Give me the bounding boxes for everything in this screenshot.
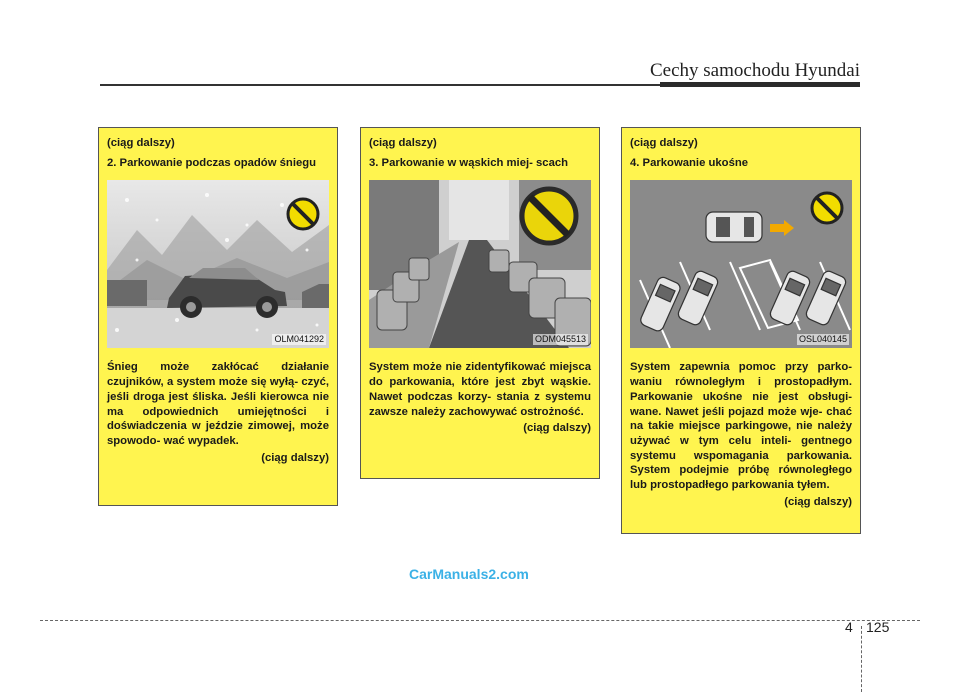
footer-divider: [861, 626, 862, 692]
info-box-diagonal: [621, 127, 861, 534]
image-code: OSL040145: [798, 334, 847, 345]
continued-bottom-label: (ciąg dalszy): [784, 495, 852, 508]
watermark-link[interactable]: CarManuals2.com: [409, 566, 529, 582]
prohibition-icon: [288, 199, 318, 229]
continued-top-label: (ciąg dalszy): [107, 137, 175, 149]
info-box-narrow: [360, 127, 600, 479]
continued-top-label: (ciąg dalszy): [630, 137, 698, 149]
body-text: System zapewnia pomoc przy parko- waniu równoległym i prostopadłym. Parkowanie ukośne nie jest obsługi- wane. Nawet jeśli pojazd może wje- chać na takie miejsce parkingowe, nie należy używać w tym celu inteli- gentnego systemu wspomagania parkowania. System podejmie próbę równoległego lub prostopadłego parkowania tyłem.: [630, 361, 852, 492]
body-text: Śnieg może zakłócać działanie czujników, a system może się wyłą- czyć, jeśli droga jest śliska. Jeśli kierowca nie ma odpowiednich umiejętności i doświadczenia w jeździe zimowej, może spowodo- wać wypadek.: [107, 361, 329, 447]
illustration-narrow-parking: [369, 180, 591, 348]
prohibition-icon: [522, 189, 576, 243]
header-rule-accent: [660, 82, 860, 87]
section-heading: 3. Parkowanie w wąskich miej- scach: [369, 156, 569, 169]
chapter-number: 4: [845, 619, 853, 635]
page-header-title: Cechy samochodu Hyundai: [649, 60, 860, 81]
image-code: ODM045513: [534, 334, 586, 345]
prohibition-icon: [812, 193, 842, 223]
illustration-snow-parking: [107, 180, 329, 348]
footer-rule: [40, 620, 920, 621]
continued-bottom-label: (ciąg dalszy): [523, 422, 591, 435]
continued-top-label: (ciąg dalszy): [369, 137, 437, 149]
body-text: System może nie zidentyfikować miejsca do parkowania, które jest zbyt wąskie. Nawet podczas korzy- stania z systemu zawsze należy zachowywać ostrożność.: [369, 361, 591, 418]
section-heading: 4. Parkowanie ukośne: [630, 156, 749, 169]
info-box-snow: [98, 127, 338, 506]
continued-bottom-label: (ciąg dalszy): [261, 451, 329, 464]
section-heading: 2. Parkowanie podczas opadów śniegu: [107, 156, 317, 169]
page-number: 125: [866, 619, 890, 635]
illustration-diagonal-parking: [630, 180, 852, 348]
image-code: OLM041292: [274, 334, 324, 345]
